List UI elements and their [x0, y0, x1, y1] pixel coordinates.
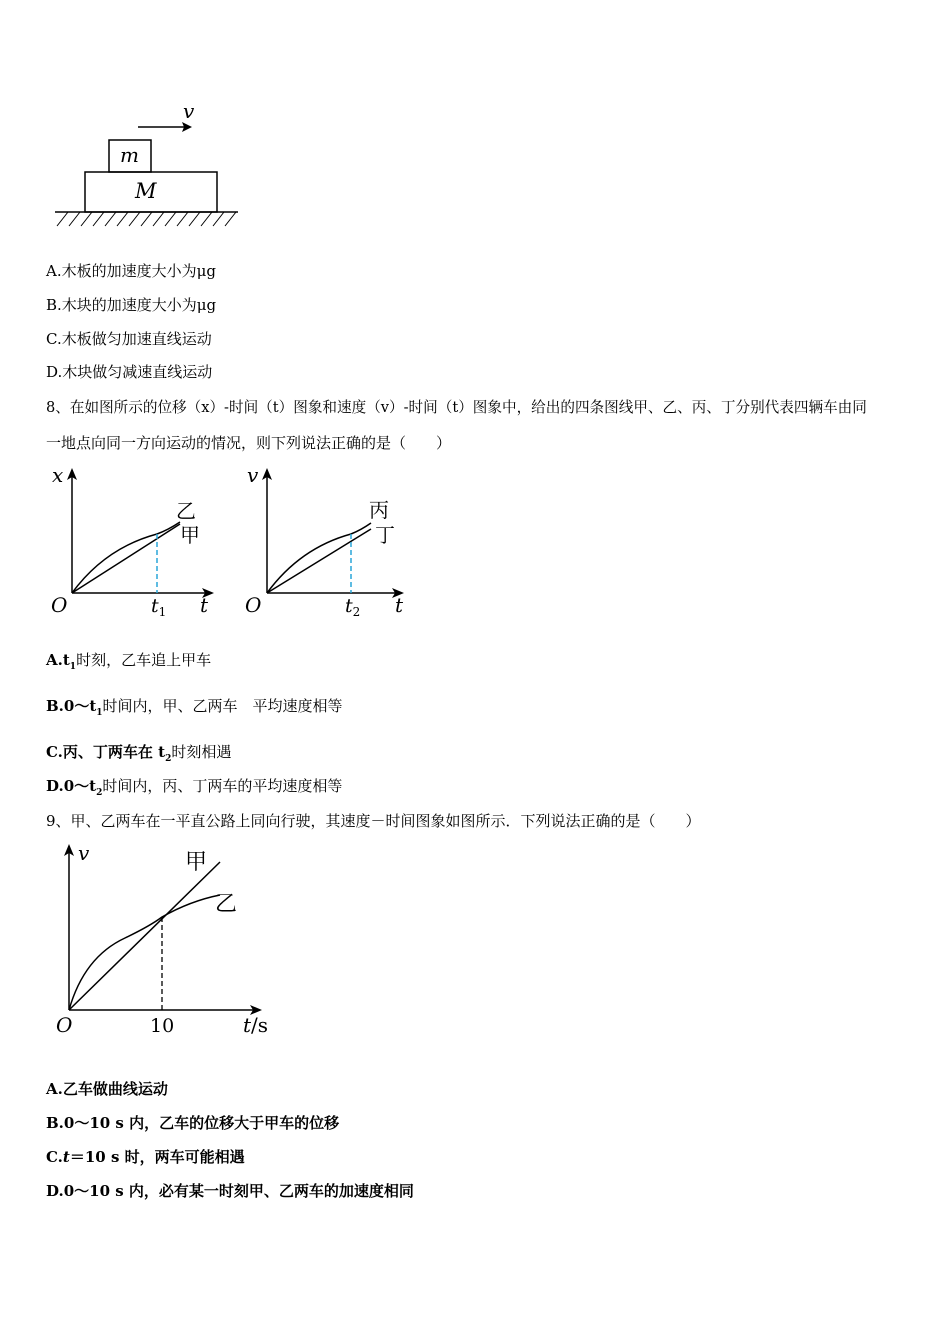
- series-bing-curve: [267, 523, 371, 593]
- q9-option-c: C.t＝10 s 时，两车可能相遇: [46, 1148, 245, 1166]
- origin-label: O: [56, 1013, 73, 1037]
- tick-t2: $t_2$: [345, 595, 361, 619]
- q8-option-d: $D.0\sim t_2$时间内，丙、丁两车的平均速度相等: [46, 777, 343, 798]
- series-label-bing: 丙: [369, 498, 389, 522]
- q8-option-b: $B.0\sim t_1$时间内，甲、乙两车 平均速度相等: [46, 697, 343, 718]
- y-axis-label: v: [78, 841, 90, 865]
- y-axis-label: x: [52, 463, 64, 487]
- x-tick-10: 10: [150, 1015, 175, 1037]
- series-label-ding: 丁: [375, 523, 395, 547]
- q8-option-a: $A.t_1$时刻，乙车追上甲车: [46, 651, 212, 672]
- q7-option-b: B.木块的加速度大小为μg: [46, 296, 217, 314]
- series-label-jia: 甲: [180, 523, 200, 547]
- series-yi-curve: [69, 895, 220, 1010]
- series-jia-line: [69, 862, 220, 1010]
- blocks-figure: [0, 0, 950, 240]
- q9-option-a: A.乙车做曲线运动: [46, 1080, 168, 1098]
- q8-stem-line2: 一地点向同一方向运动的情况，则下列说法正确的是（ ）: [46, 434, 452, 452]
- series-label-jia: 甲: [185, 850, 208, 875]
- q9-option-b: B.0～10 s 内，乙车的位移大于甲车的位移: [46, 1114, 340, 1132]
- origin-label: O: [245, 593, 262, 617]
- q8-vt-graph: [195, 460, 435, 630]
- q7-option-a: A.木板的加速度大小为μg: [46, 262, 216, 280]
- q8-stem-line1: 8、在如图所示的位移（x）-时间（t）图象和速度（v）-时间（t）图象中，给出的四条图线甲、乙、丙、丁分别代表四辆车由同: [46, 399, 867, 416]
- q9-stem: 9、甲、乙两车在一平直公路上同向行驶，其速度－时间图象如图所示．下列说法正确的是（ ）: [46, 812, 701, 830]
- q7-option-d: D.木块做匀减速直线运动: [46, 363, 213, 381]
- series-ding-line: [267, 529, 371, 593]
- series-label-yi: 乙: [176, 499, 196, 523]
- velocity-label: v: [183, 99, 195, 123]
- ground-hatch: [57, 212, 236, 226]
- series-label-yi: 乙: [215, 892, 238, 917]
- tick-t1: $t_1$: [151, 595, 167, 619]
- y-axis-label: v: [247, 463, 259, 487]
- q8-option-c: C.丙、丁两车在 $t_2$时刻相遇: [46, 743, 232, 764]
- x-axis-label: t: [395, 593, 404, 617]
- q9-option-d: D.0～10 s 内，必有某一时刻甲、乙两车的加速度相同: [46, 1182, 414, 1200]
- origin-label: O: [51, 593, 68, 617]
- small-block-label: m: [120, 143, 139, 167]
- large-block-label: M: [135, 179, 157, 203]
- x-axis-label: t: [200, 593, 209, 617]
- q7-option-c: C.木板做匀加速直线运动: [46, 330, 212, 348]
- series-jia-line: [72, 524, 180, 593]
- x-axis-label: t/s: [243, 1013, 269, 1037]
- q9-vt-graph: [0, 835, 300, 1045]
